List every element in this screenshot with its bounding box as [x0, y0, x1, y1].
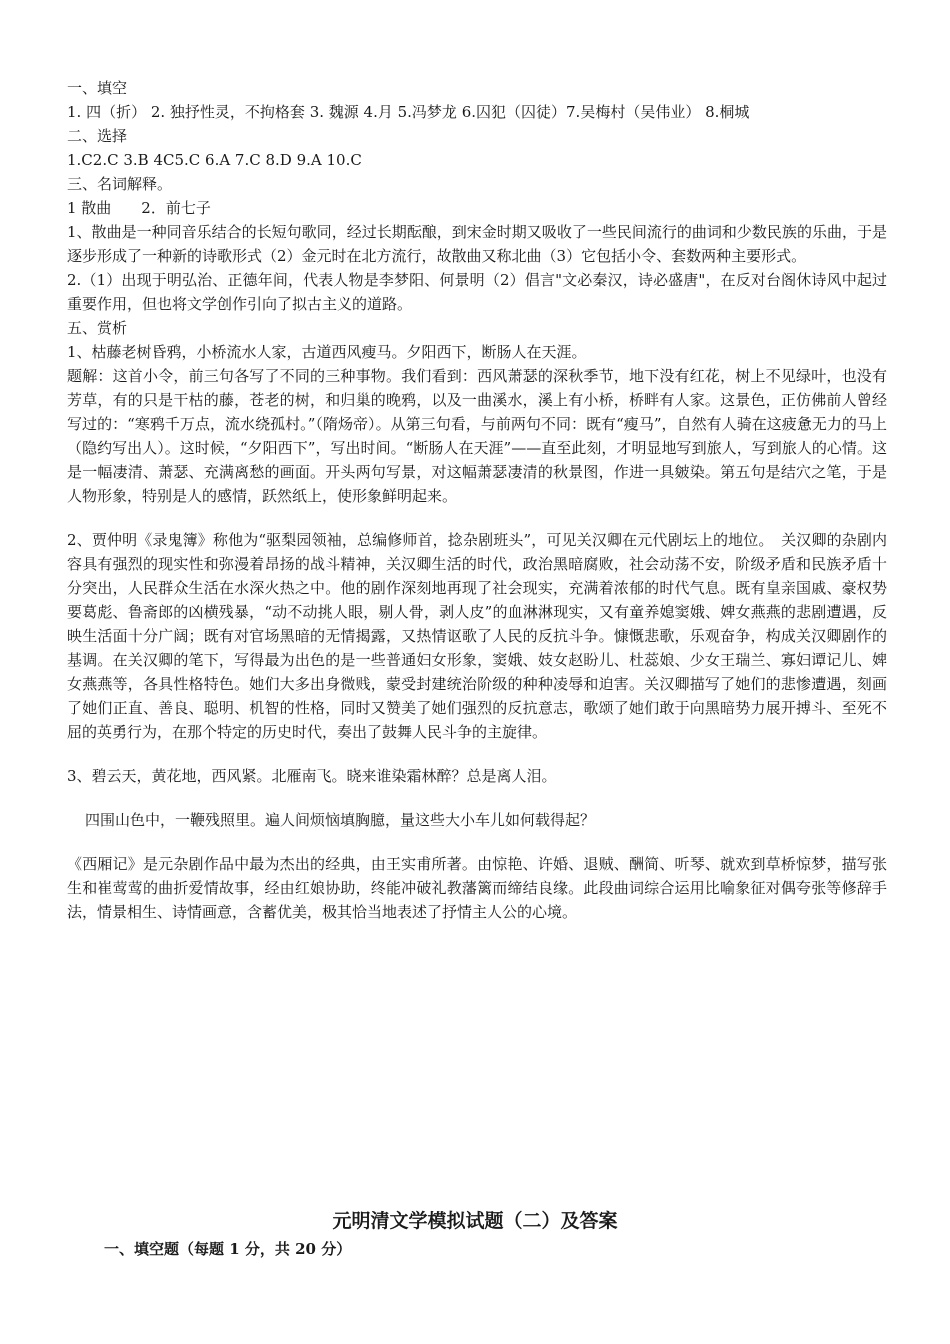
section-heading-fill-blank: 一、填空 [67, 79, 128, 97]
appreciation-q3-line2: 四围山色中，一鞭残照里。遍人间烦恼填胸臆，量这些大小车儿如何载得起？ [85, 811, 596, 829]
spacer [67, 508, 887, 528]
answer-content [67, 76, 887, 924]
spacer [67, 832, 887, 852]
next-exam-subtitle: 一、填空题（每题 1 分，共 20 分） [104, 1240, 352, 1258]
terms-list: 1 散曲 2．前七子 [67, 199, 211, 217]
appreciation-q3-line1: 3、碧云天，黄花地，西风紧。北雁南飞。晓来谁染霜林醉？总是离人泪。 [67, 767, 557, 785]
section-heading-choice: 二、选择 [67, 127, 128, 145]
section-heading-appreciation: 五、赏析 [67, 319, 128, 337]
appreciation-q3-analysis: 《西厢记》是元杂剧作品中最为杰出的经典，由王实甫所著。由惊艳、许婚、退贼、酬简、听琴、就欢到草桥惊梦，描写张生和崔莺莺的曲折爱情故事，经由红娘协助，终能冲破礼教藩篱而缔结良缘。此段曲词综合运用比喻象征对偶夸张等修辞手法，情景相生、诗情画意，含蓄优美，极其恰当地表述了抒情主人公的心境。 [67, 855, 887, 921]
appreciation-q2: 2、贾仲明《录鬼簿》称他为“驱梨园领袖，总编修师首，捻杂剧班头”，可见关汉卿在元代剧坛上的地位。 关汉卿的杂剧内容具有强烈的现实性和弥漫着昂扬的战斗精神，关汉卿生活的时代，政治黑暗腐败，社会动荡不安，阶级矛盾和民族矛盾十分突出，人民群众生活在水深火热之中。他的剧作深刻地再现了社会现实，充满着浓郁的时代气息。既有皇亲国戚、豪权势要葛彪、鲁斋郎的凶横残暴，“动不动挑人眼，剔人骨，剥人皮”的血淋淋现实，又有童养媳窦娥、婢女燕燕的悲剧遭遇，反映生活面十分广阔；既有对官场黑暗的无情揭露，又热情讴歌了人民的反抗斗争。慷慨悲歌，乐观奋争，构成关汉卿剧作的基调。在关汉卿的笔下，写得最为出色的是一些普通妇女形象，窦娥、妓女赵盼儿、杜蕊娘、少女王瑞兰、寡妇谭记儿、婢女燕燕等，各具性格特色。她们大多出身微贱，蒙受封建统治阶级的种种凌辱和迫害。关汉卿描写了她们的悲惨遭遇，刻画了她们正直、善良、聪明、机智的性格，同时又赞美了她们强烈的反抗意志，歌颂了她们敢于向黑暗势力展开搏斗、至死不屈的英勇行为，在那个特定的历史时代，奏出了鼓舞人民斗争的主旋律。 [67, 531, 887, 741]
next-exam-title: 元明清文学模拟试题（二）及答案 [332, 1210, 618, 1232]
spacer [67, 788, 887, 808]
term-answer-2: 2.（1）出现于明弘治、正德年间，代表人物是李梦阳、何景明（2）倡言"文必秦汉，诗必盛唐"，在反对台阁休诗风中起过重要作用，但也将文学创作引向了拟古主义的道路。 [67, 271, 887, 313]
spacer [67, 744, 887, 764]
term-answer-1: 1、散曲是一种同音乐结合的长短句歌同，经过长期酝酿，到宋金时期又吸收了一些民间流行的曲词和少数民族的乐曲，于是逐步形成了一种新的诗歌形式（2）金元时在北方流行，故散曲又称北曲（3）它包括小令、套数两种主要形式。 [67, 223, 887, 265]
fill-blank-answers: 1. 四（折） 2. 独抒性灵，不拘格套 3. 魏源 4.月 5.冯梦龙 6.囚犯（囚徒）7.吴梅村（吴伟业） 8.桐城 [67, 103, 750, 121]
appreciation-q1-text: 1、枯藤老树昏鸦，小桥流水人家，古道西风瘦马。夕阳西下，断肠人在天涯。 [67, 343, 587, 361]
appreciation-q1-analysis: 题解：这首小令，前三句各写了不同的三种事物。我们看到：西风萧瑟的深秋季节，地下没有红花，树上不见绿叶，也没有芳草，有的只是干枯的藤，苍老的树，和归巢的晚鸦，以及一曲溪水，溪上有小桥，桥畔有人家。这景色，正仿佛前人曾经写过的：“寒鸦千万点，流水绕孤村。”（隋炀帝）。从第三句看，与前两句不同：既有“瘦马”，自然有人骑在这疲惫无力的马上（隐约写出人）。这时候，“夕阳西下”，写出时间。“断肠人在天涯”——直至此刻，才明显地写到旅人，写到旅人的心情。这是一幅凄清、萧瑟、充满离愁的画面。开头两句写景，对这幅萧瑟凄清的秋景图，作进一具皴染。第五句是结穴之笔，于是人物形象，特别是人的感情，跃然纸上，使形象鲜明起来。 [67, 367, 887, 505]
section-heading-terms: 三、名词解释。 [67, 175, 173, 193]
choice-answers: 1.C2.C 3.B 4C5.C 6.A 7.C 8.D 9.A 10.C [67, 151, 362, 169]
